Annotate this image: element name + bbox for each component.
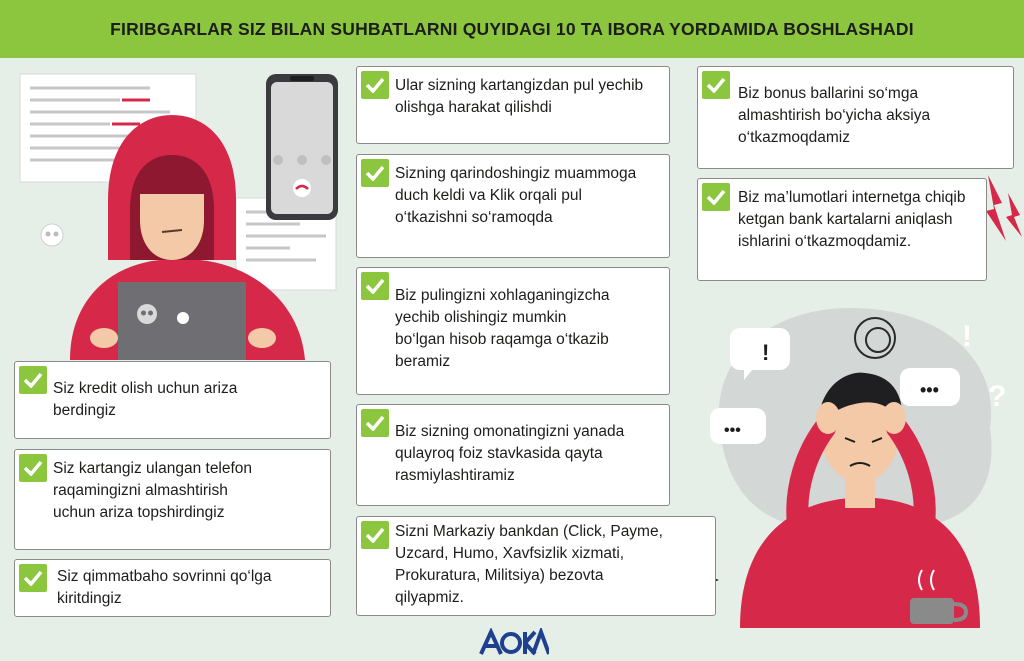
- phrase-text: Sizning qarindoshingiz muammoga duch keldi va Klik orqali pul o‘tkazishni so‘ramoqda: [395, 165, 637, 226]
- skull-icon: [41, 224, 63, 246]
- svg-text:•••: •••: [920, 380, 939, 400]
- phrase-card-9: [697, 66, 1014, 169]
- phrase-card-3: [14, 559, 331, 617]
- checkmark-icon: [361, 272, 389, 300]
- checkmark-icon: [361, 159, 389, 187]
- lightning-icon: [984, 175, 1024, 245]
- svg-text:•••: •••: [724, 422, 741, 439]
- checkmark-icon: [19, 564, 47, 592]
- page-title: FIRIBGARLAR SIZ BILAN SUHBATLARNI QUYIDAGI 10 TA IBORA YORDAMIDA BOSHLASHADI: [110, 18, 914, 39]
- stressed-woman-illustration: [700, 278, 1024, 628]
- checkmark-icon: [361, 71, 389, 99]
- phrase-text: Sizni Markaziy bankdan (Click, Payme, Uzcard, Humo, Xavfsizlik xizmati, Prokuratura, Militsiya) bezovta qilyapmiz.: [395, 523, 663, 606]
- phrase-text: Siz kartangiz ulangan telefon raqamingizni almashtirish uchun ariza topshirdingiz: [53, 460, 253, 521]
- aoka-logo: [477, 628, 549, 658]
- svg-text:?: ?: [988, 380, 1007, 413]
- checkmark-icon: [702, 71, 730, 99]
- phrase-text: Siz kredit olish uchun ariza berdingiz: [53, 380, 238, 419]
- checkmark-icon: [361, 409, 389, 437]
- phrase-card-1: [14, 361, 331, 439]
- phrase-card-4: [356, 66, 670, 144]
- svg-text:!: !: [762, 340, 770, 365]
- phrase-card-6: [356, 267, 670, 395]
- phrase-card-2: [14, 449, 331, 550]
- header-banner: [0, 0, 1024, 58]
- phrase-text: Siz qimmatbaho sovrinni qo‘lga kiritdingiz: [57, 568, 272, 607]
- laptop-skull-icon: [137, 304, 157, 324]
- checkmark-icon: [19, 454, 47, 482]
- phone-call-illustration: [264, 72, 340, 222]
- phrase-card-8: [356, 516, 716, 616]
- phrase-card-5: [356, 154, 670, 258]
- phrase-card-7: [356, 404, 670, 506]
- checkmark-icon: [702, 183, 730, 211]
- checkmark-icon: [361, 521, 389, 549]
- phrase-card-10: [697, 178, 987, 281]
- svg-text:!: !: [962, 320, 972, 353]
- phrase-text: Biz ma’lumotlari internetga chiqib ketgan bank kartalarni aniqlash ishlarini o‘tkazmoqdamiz.: [738, 189, 966, 250]
- phrase-text: Biz bonus ballarini so‘mga almashtirish bo‘yicha aksiya o‘tkazmoqdamiz: [738, 85, 931, 146]
- phrase-text: Biz sizning omonatingizni yanada qulayroq foiz stavkasida qayta rasmiylashtiramiz: [395, 423, 625, 484]
- phrase-text: Ular sizning kartangizdan pul yechib olishga harakat qilishdi: [395, 77, 644, 116]
- checkmark-icon: [19, 366, 47, 394]
- phrase-text: Biz pulingizni xohlaganingizcha yechib olishingiz mumkin bo‘lgan hisob raqamga o‘tkazib beramiz: [395, 287, 610, 370]
